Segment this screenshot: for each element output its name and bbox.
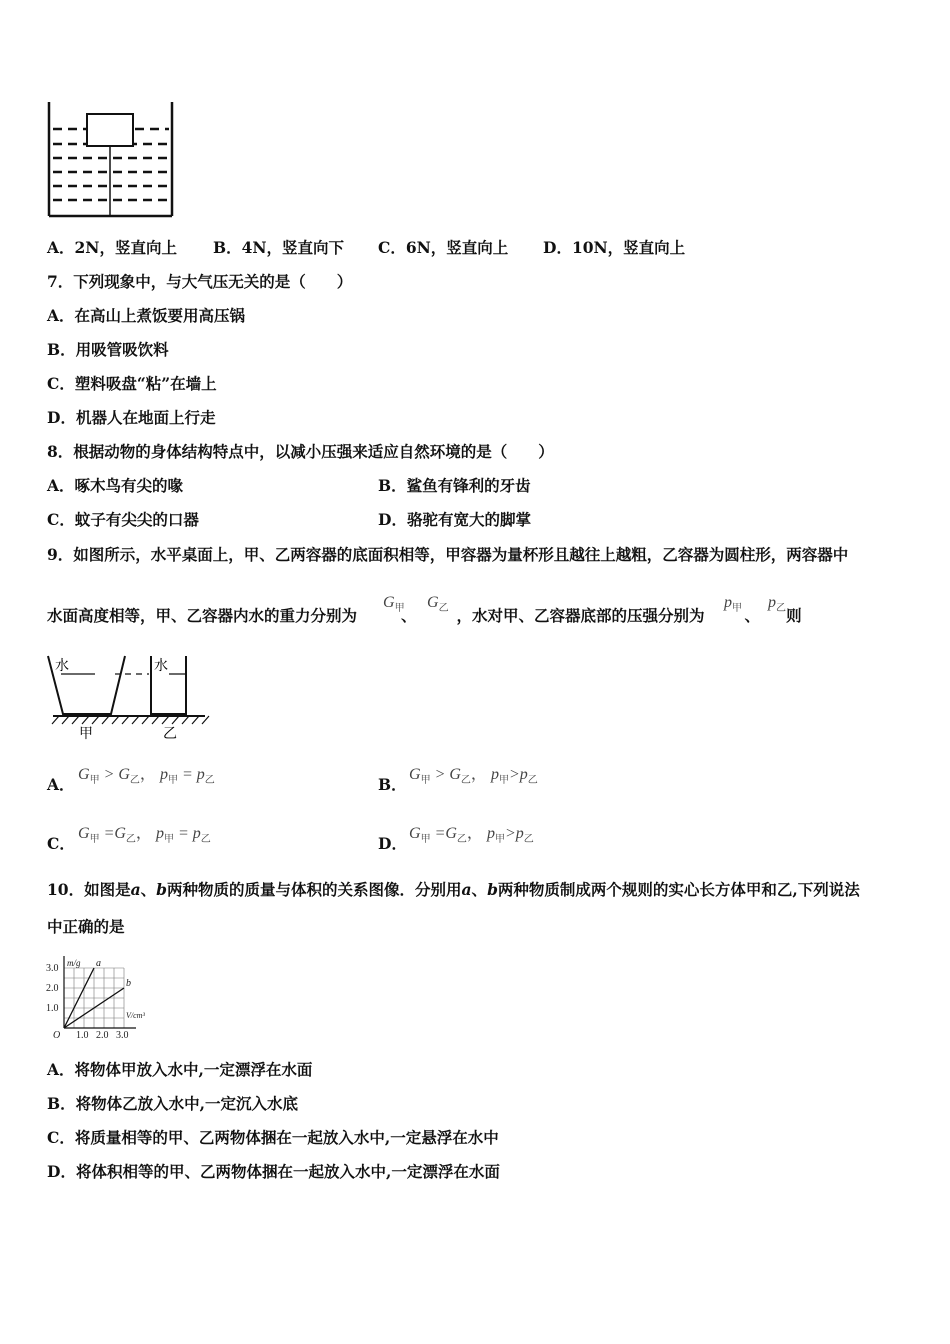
chart-series-label-a: a <box>96 958 101 969</box>
q9-option-d-letter[interactable]: D． <box>378 834 407 853</box>
q9-fig-jia-label: 甲 <box>79 726 93 742</box>
q9-stem-line1: 9．如图所示，水平桌面上，甲、乙两容器的底面积相等，甲容器为量杯形且越往上越粗，乙容器为圆柱形，两容器中 <box>47 545 849 564</box>
q9-fig-water-label-1: 水 <box>55 658 69 674</box>
q9-option-b-letter[interactable]: B． <box>378 775 407 794</box>
q9-p-yi: $p_乙$ <box>768 594 786 615</box>
q6-container-figure <box>45 100 175 220</box>
q9-stem-text-b: 、 <box>401 606 417 625</box>
q9-fig-yi-label: 乙 <box>163 726 177 742</box>
q6-option-c[interactable]: C．6N，竖直向上 <box>378 238 509 257</box>
q9-option-c-letter[interactable]: C． <box>47 834 75 853</box>
q9-stem-line2 <box>47 604 802 626</box>
q9-stem-text-a: 水面高度相等，甲、乙容器内水的重力分别为 <box>47 606 358 625</box>
q10-mass-volume-chart <box>44 950 164 1040</box>
chart-x-axis-label: V/cm³ <box>126 1011 145 1020</box>
q7-option-a[interactable]: A．在高山上煮饭要用高压锅 <box>47 306 246 325</box>
chart-y-tick-label: 1.0 <box>46 1003 59 1014</box>
q10-option-b[interactable]: B．将物体乙放入水中,一定沉入水底 <box>47 1094 298 1113</box>
q9-g-jia: $G_甲$ <box>383 594 405 615</box>
q9-p-jia: $p_甲$ <box>724 594 742 615</box>
q7-stem: 7．下列现象中，与大气压无关的是（ ） <box>47 272 353 291</box>
q9-fig-water-label-2: 水 <box>154 658 168 674</box>
q10-stem-line1: 10．如图是a、b两种物质的质量与体积的关系图像．分别用a、b两种物质制成两个规则的实心长方体甲和乙,下列说法 <box>47 880 860 899</box>
chart-y-tick-label: 2.0 <box>46 983 59 994</box>
q6-option-d[interactable]: D．10N，竖直向上 <box>543 238 686 257</box>
q9-option-c-formula[interactable]: $G_甲 =G_乙$， $p_甲 = p_乙$ <box>78 825 211 846</box>
q9-option-a-formula[interactable]: $G_甲 > G_乙$， $p_甲 = p_乙$ <box>78 766 215 787</box>
q9-stem-text-c: ，水对甲、乙容器底部的压强分别为 <box>456 606 705 625</box>
q9-stem-text-d: 、 <box>744 606 761 625</box>
q8-option-b[interactable]: B．鲨鱼有锋利的牙齿 <box>378 476 531 495</box>
chart-y-axis-label: m/g <box>67 958 81 968</box>
q7-option-d[interactable]: D．机器人在地面上行走 <box>47 408 216 427</box>
q10-option-c[interactable]: C．将质量相等的甲、乙两物体捆在一起放入水中,一定悬浮在水中 <box>47 1128 499 1147</box>
q10-option-a[interactable]: A．将物体甲放入水中,一定漂浮在水面 <box>47 1060 313 1079</box>
q10-stem-line2: 中正确的是 <box>47 917 125 936</box>
chart-y-tick-label: 3.0 <box>46 963 59 974</box>
q8-stem: 8．根据动物的身体结构特点中，以减小压强来适应自然环境的是（ ） <box>47 442 554 461</box>
q8-option-a[interactable]: A．啄木鸟有尖的喙 <box>47 476 184 495</box>
chart-x-tick-label: 1.0 <box>76 1030 89 1040</box>
chart-series-label-b: b <box>126 978 131 989</box>
chart-x-tick-label: 2.0 <box>96 1030 109 1040</box>
chart-origin-label: O <box>53 1030 61 1040</box>
q6-option-b[interactable]: B．4N，竖直向下 <box>213 238 345 257</box>
q9-stem-text-e: 则 <box>786 606 802 625</box>
chart-x-tick-label: 3.0 <box>116 1030 129 1040</box>
q7-option-c[interactable]: C．塑料吸盘“粘”在墙上 <box>47 374 217 393</box>
q8-option-d[interactable]: D．骆驼有宽大的脚掌 <box>378 510 531 529</box>
q9-option-a-letter[interactable]: A． <box>47 775 75 794</box>
q9-option-b-formula[interactable]: $G_甲 > G_乙$， $p_甲>p_乙$ <box>409 766 538 787</box>
q9-option-d-formula[interactable]: $G_甲 =G_乙$， $p_甲>p_乙$ <box>409 825 534 846</box>
q7-option-b[interactable]: B．用吸管吸饮料 <box>47 340 169 359</box>
q9-g-yi: $G_乙$ <box>427 594 449 615</box>
q9-containers-figure <box>45 652 215 742</box>
q8-option-c[interactable]: C．蚊子有尖尖的口器 <box>47 510 199 529</box>
q6-option-a[interactable]: A．2N，竖直向上 <box>47 238 177 257</box>
q10-option-d[interactable]: D．将体积相等的甲、乙两物体捆在一起放入水中,一定漂浮在水面 <box>47 1162 500 1181</box>
